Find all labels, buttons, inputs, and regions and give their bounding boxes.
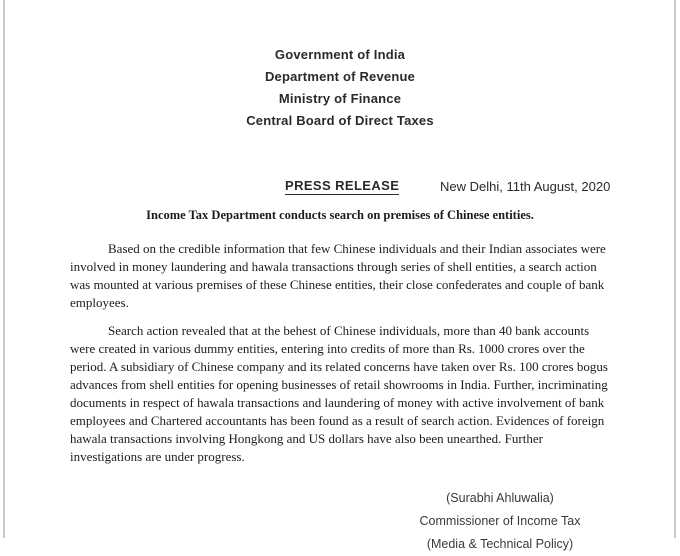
signatory-name: (Surabhi Ahluwalia): [446, 491, 554, 505]
letterhead-board: Central Board of Direct Taxes: [246, 113, 434, 128]
signatory-designation: Commissioner of Income Tax: [419, 514, 581, 528]
press-release-label: PRESS RELEASE: [285, 178, 400, 193]
document-body: [70, 240, 612, 466]
document-letterhead: [0, 44, 680, 132]
letterhead-ministry: Ministry of Finance: [278, 91, 402, 106]
signature-block: [368, 487, 632, 556]
paragraph-2: Search action revealed that at the behest of Chinese individuals, more than 40 bank accounts were created in various dummy entities, entering into credits of more than Rs. 1000 crores over the period. A subsidiary of Chinese company and its related concerns have taken over Rs. 100 crores bogus advances from shell entities for opening businesses of retail showrooms in India. Further, incriminating documents in respect of hawala transactions and laundering of money with active involvement of bank employees and Chartered accountants has been found as a result of search action. Evidences of foreign hawala transactions involving Hongkong and US dollars have also been unearthed. Further investigations are under progress.: [70, 323, 608, 464]
letterhead-government: Government of India: [274, 47, 406, 62]
paragraph-1: Based on the credible information that few Chinese individuals and their Indian associates were involved in money laundering and hawala transactions through series of shell entities, a search action was mounted at various premises of these Chinese entities, their close confederates and couple of bank employees.: [70, 241, 606, 310]
signatory-designation-line2: (Media & Technical Policy): [426, 537, 574, 551]
letterhead-department: Department of Revenue: [264, 69, 416, 84]
dateline: New Delhi, 11th August, 2020: [440, 179, 611, 194]
press-release-row: [0, 178, 680, 198]
document-title: Income Tax Department conducts search on premises of Chinese entities.: [146, 208, 534, 222]
